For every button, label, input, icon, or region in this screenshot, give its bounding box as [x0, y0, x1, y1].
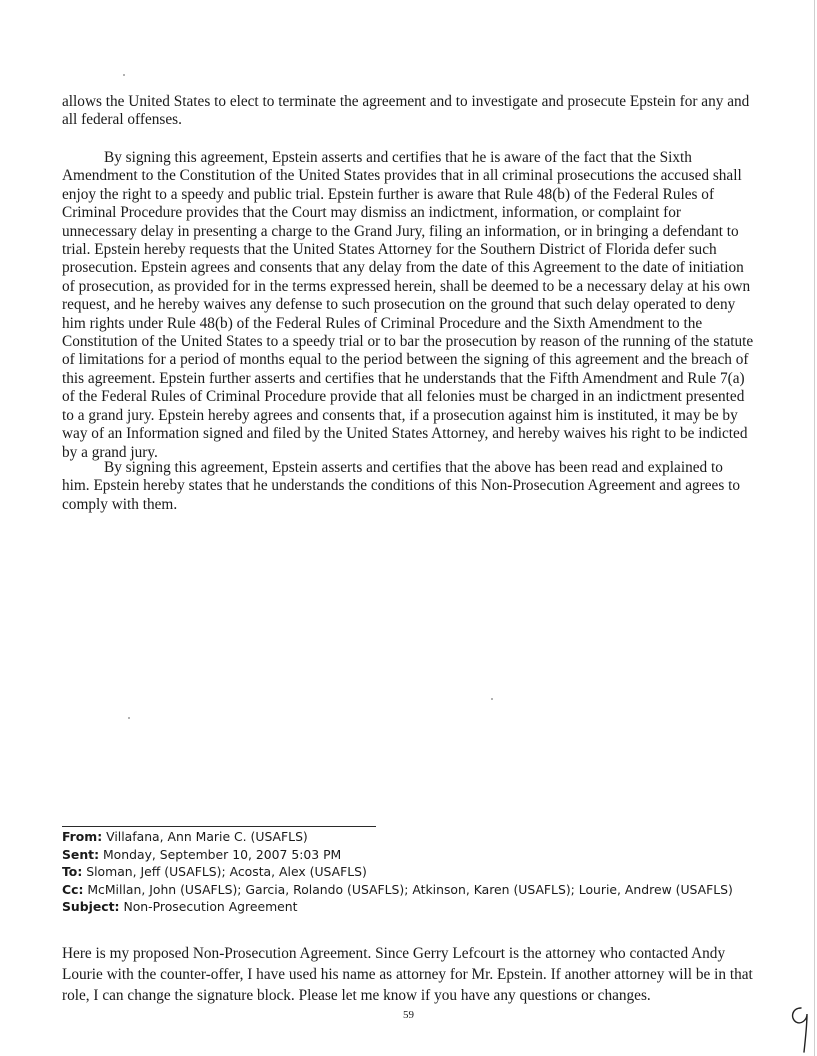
sent-value: Monday, September 10, 2007 5:03 PM — [102, 846, 342, 862]
page-number: 59 — [403, 1009, 414, 1021]
email-header — [62, 828, 782, 916]
sent-label: Sent: — [62, 846, 100, 862]
from-value: Villafana, Ann Marie C. (USAFLS) — [106, 829, 308, 844]
subject-label: Subject: — [62, 899, 120, 915]
agreement-paragraph-1: allows the United States to elect to terminate the agreement and to investigate and prosecute Epstein for any and all federal offenses. — [62, 93, 750, 129]
email-body: Here is my proposed Non-Prosecution Agreement. Since Gerry Lefcourt is the attorney who contacted Andy Lourie with the counter-offer, I have used his name as attorney for Mr. Epstein. If another attorney will be in that role, I can change the signature block. Please let me know if you have any questions or changes. — [62, 945, 753, 1004]
email-cc-line — [62, 881, 782, 899]
agreement-paragraph-2: By signing this agreement, Epstein asserts and certifies that he is aware of the fact that the Sixth Amendment to the Constitution of the United States provides that in all criminal prosecutions the accused shall enjoy the right to a speedy and public trial. Epstein further is aware that Rule 48(b) of the Federal Rules of Criminal Procedure provides that the Court may dismiss an indictment, information, or complaint for unnecessary delay in presenting a charge to the Grand Jury, filing an information, or in bringing a defendant to trial. Epstein hereby requests that the United States Attorney for the Southern District of Florida defer such prosecution. Epstein agrees and consents that any delay from the date of this Agreement to the date of initiation of prosecution, as provided for in the terms expressed herein, shall be deemed to be a necessary delay at his own request, and he hereby waives any defense to such prosecution on the ground that such delay operated to deny him rights under Rule 48(b) of the Federal Rules of Criminal Procedure and the Sixth Amendment to the Constitution of the United States to a speedy trial or to bar the prosecution by reason of the running of the statute of limitations for a period of months equal to the period between the signing of this agreement and the breach of this agreement. Epstein further asserts and certifies that he understands that the Fifth Amendment and Rule 7(a) of the Federal Rules of Criminal Procedure provide that all felonies must be charged in an indictment presented to a grand jury. Epstein hereby agrees and consents that, if a prosecution against him is instituted, it may be by way of an Information signed and filed by the United States Attorney, and hereby waives his right to be indicted by a grand jury. — [62, 149, 754, 461]
subject-value: Non-Prosecution Agreement — [123, 899, 298, 915]
cc-value: McMillan, John (USAFLS); Garcia, Rolando (USAFLS); Atkinson, Karen (USAFLS); Lourie, Andrew (USAFLS) — [87, 881, 733, 897]
agreement-paragraph-3: By signing this agreement, Epstein asserts and certifies that the above has been read and explained to him. Epstein hereby states that he understands the conditions of this Non-Prosecution Agreement and agrees to comply with them. — [62, 459, 741, 513]
email-from-line — [62, 828, 782, 846]
email-sent-line — [62, 846, 782, 864]
to-value: Sloman, Jeff (USAFLS); Acosta, Alex (USAFLS) — [86, 864, 367, 880]
to-label: To: — [62, 864, 83, 880]
cc-label: Cc: — [62, 881, 84, 897]
email-header-divider — [62, 826, 376, 827]
handwritten-mark-icon — [787, 1004, 817, 1054]
scan-speck — [491, 698, 493, 700]
scan-speck — [123, 74, 125, 76]
from-label: From: — [62, 829, 103, 844]
email-to-line — [62, 863, 782, 881]
email-subject-line — [62, 898, 782, 916]
scan-speck — [128, 717, 130, 719]
page-edge-line — [814, 0, 815, 1056]
